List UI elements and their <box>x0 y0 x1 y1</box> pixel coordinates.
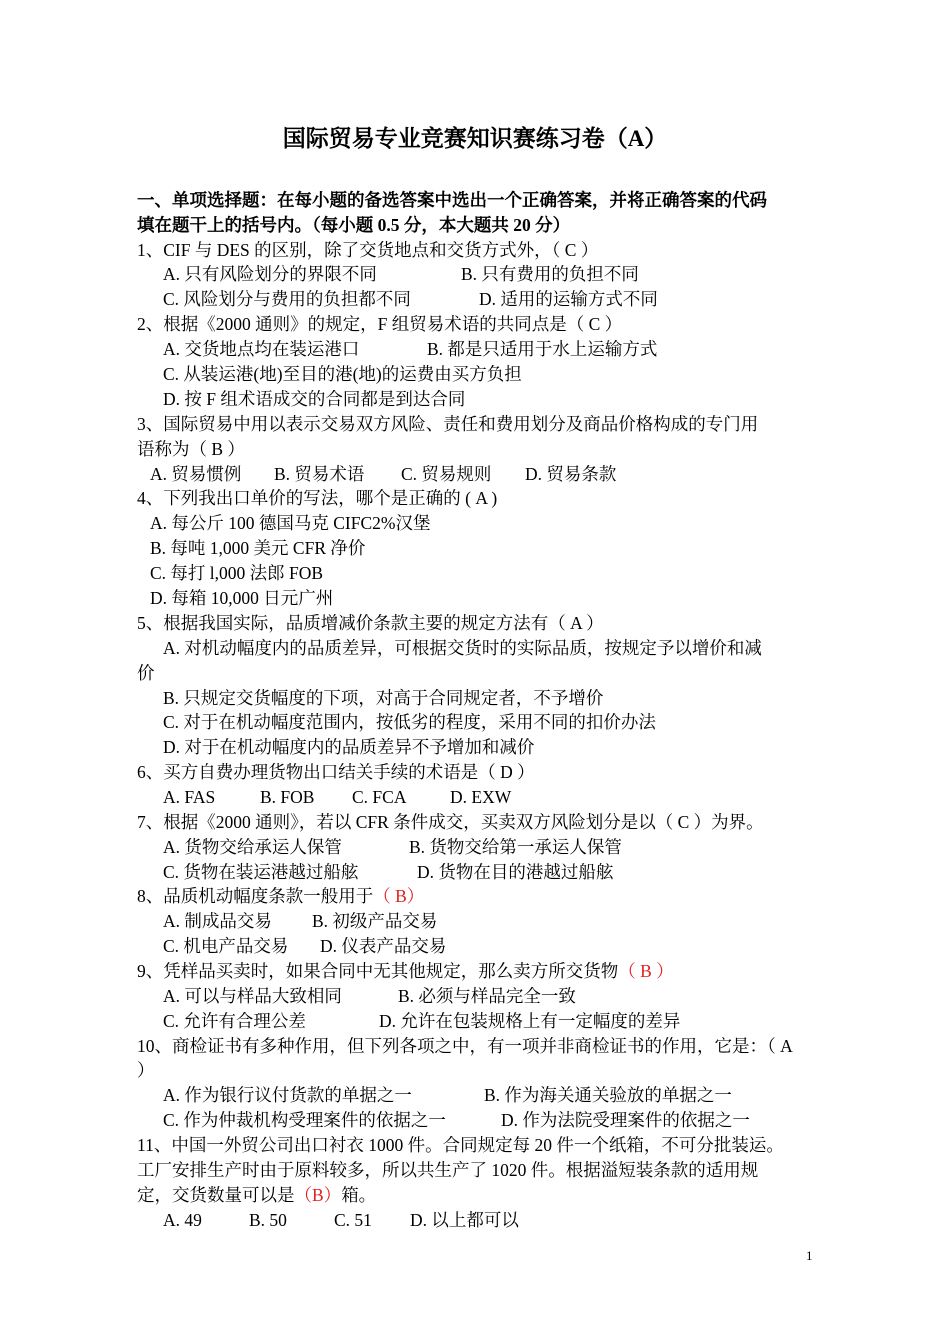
q2-option-d: D. 按 F 组术语成交的合同都是到达合同 <box>163 389 466 409</box>
q11-stem-prefix: 定，交货数量可以是 <box>137 1185 295 1205</box>
q5-stem: 5、根据我国实际，品质增减价条款主要的规定方法有（ A ） <box>137 613 604 633</box>
q9-option-c: C. 允许有合理公差 <box>163 1011 306 1031</box>
q8-option-a: A. 制成品交易 <box>163 911 272 931</box>
q11-stem-line-1: 11、中国一外贸公司出口衬衣 1000 件。合同规定每 20 件一个纸箱，不可分批装运。 <box>137 1135 784 1155</box>
q3-stem-line-2: 语称为（ B ） <box>137 439 245 459</box>
q11-stem-line-3 <box>137 1183 376 1207</box>
q11-answer: （B） <box>294 1185 342 1205</box>
section-heading-line-2: 填在题干上的括号内。（每小题 0.5 分，本大题共 20 分） <box>137 215 571 235</box>
q6-option-b: B. FOB <box>260 787 315 807</box>
q11-option-a: A. 49 <box>163 1210 202 1230</box>
q7-option-c: C. 货物在装运港越过船舷 <box>163 862 359 882</box>
q2-option-b: B. 都是只适用于水上运输方式 <box>427 339 658 359</box>
q4-option-b: B. 每吨 1,000 美元 CFR 净价 <box>150 538 366 558</box>
q1-stem: 1、CIF 与 DES 的区别，除了交货地点和交货方式外，（ C ） <box>137 240 599 260</box>
q9-option-a: A. 可以与样品大致相同 <box>163 986 342 1006</box>
q8-stem-line <box>137 884 424 908</box>
q8-option-c: C. 机电产品交易 <box>163 936 289 956</box>
q9-stem: 9、凭样品买卖时，如果合同中无其他规定，那么卖方所交货物 <box>137 961 619 981</box>
q6-option-d: D. EXW <box>450 787 512 807</box>
q11-option-c: C. 51 <box>334 1210 372 1230</box>
q4-option-d: D. 每箱 10,000 日元广州 <box>150 588 334 608</box>
q11-stem-line-2: 工厂安排生产时由于原料较多，所以共生产了 1020 件。根据溢短装条款的适用规 <box>137 1160 759 1180</box>
q8-option-d: D. 仪表产品交易 <box>320 936 447 956</box>
q5-option-d: D. 对于在机动幅度内的品质差异不予增加和减价 <box>163 737 535 757</box>
q2-option-c: C. 从装运港(地)至目的港(地)的运费由买方负担 <box>163 364 522 384</box>
q5-option-a: A. 对机动幅度内的品质差异，可根据交货时的实际品质，按规定予以增价和减 <box>163 638 762 658</box>
page-number: 1 <box>806 1248 813 1263</box>
q11-option-b: B. 50 <box>249 1210 287 1230</box>
q11-stem-suffix: 箱。 <box>341 1185 377 1205</box>
q4-option-a: A. 每公斤 100 德国马克 CIFC2%汉堡 <box>150 513 431 533</box>
q1-option-b: B. 只有费用的负担不同 <box>461 264 639 284</box>
q3-option-c: C. 贸易规则 <box>401 464 492 484</box>
q7-stem: 7、根据《2000 通则》，若以 CFR 条件成交，买卖双方风险划分是以（ C ）为界。 <box>137 812 764 832</box>
q4-stem: 4、下列我出口单价的写法，哪个是正确的 ( A ) <box>137 488 498 508</box>
q2-stem: 2、根据《2000 通则》的规定，F 组贸易术语的共同点是（ C ） <box>137 314 623 334</box>
q1-option-a: A. 只有风险划分的界限不同 <box>163 264 377 284</box>
q3-option-b: B. 贸易术语 <box>274 464 365 484</box>
q8-answer: （ B） <box>373 886 425 906</box>
q10-option-c: C. 作为仲裁机构受理案件的依据之一 <box>163 1110 446 1130</box>
q9-option-b: B. 必须与样品完全一致 <box>398 986 576 1006</box>
q6-option-a: A. FAS <box>163 787 216 807</box>
q3-option-d: D. 贸易条款 <box>525 464 617 484</box>
q7-option-a: A. 货物交给承运人保管 <box>163 837 342 857</box>
section-heading-line-1: 一、单项选择题：在每小题的备选答案中选出一个正确答案，并将正确答案的代码 <box>137 190 767 210</box>
q5-option-b: B. 只规定交货幅度的下项，对高于合同规定者，不予增价 <box>163 688 604 708</box>
q3-option-a: A. 贸易惯例 <box>150 464 242 484</box>
q10-option-b: B. 作为海关通关验放的单据之一 <box>484 1085 732 1105</box>
q10-option-a: A. 作为银行议付货款的单据之一 <box>163 1085 412 1105</box>
q5-option-a-continued: 价 <box>137 663 155 683</box>
q7-option-b: B. 货物交给第一承运人保管 <box>409 837 622 857</box>
q10-stem-line-2: ） <box>137 1060 155 1080</box>
q9-stem-line <box>137 959 674 983</box>
q8-stem: 8、品质机动幅度条款一般用于 <box>137 886 374 906</box>
q9-option-d: D. 允许在包装规格上有一定幅度的差异 <box>379 1011 681 1031</box>
q10-stem-line-1: 10、商检证书有多种作用，但下列各项之中，有一项并非商检证书的作用，它是：（ A <box>137 1036 793 1056</box>
q2-option-a: A. 交货地点均在装运港口 <box>163 339 360 359</box>
q4-option-c: C. 每打 l,000 法郎 FOB <box>150 563 324 583</box>
page-title: 国际贸易专业竞赛知识赛练习卷（A） <box>282 126 668 151</box>
q5-option-c: C. 对于在机动幅度范围内，按低劣的程度，采用不同的扣价办法 <box>163 712 656 732</box>
q3-stem-line-1: 3、国际贸易中用以表示交易双方风险、责任和费用划分及商品价格构成的专门用 <box>137 414 759 434</box>
q6-stem: 6、买方自费办理货物出口结关手续的术语是（ D ） <box>137 762 535 782</box>
q7-option-d: D. 货物在目的港越过船舷 <box>417 862 614 882</box>
q9-answer: （ B ） <box>618 961 674 981</box>
q1-option-d: D. 适用的运输方式不同 <box>479 289 658 309</box>
q11-option-d: D. 以上都可以 <box>410 1210 519 1230</box>
q1-option-c: C. 风险划分与费用的负担都不同 <box>163 289 411 309</box>
q10-option-d: D. 作为法院受理案件的依据之一 <box>501 1110 750 1130</box>
q6-option-c: C. FCA <box>352 787 407 807</box>
q8-option-b: B. 初级产品交易 <box>312 911 438 931</box>
